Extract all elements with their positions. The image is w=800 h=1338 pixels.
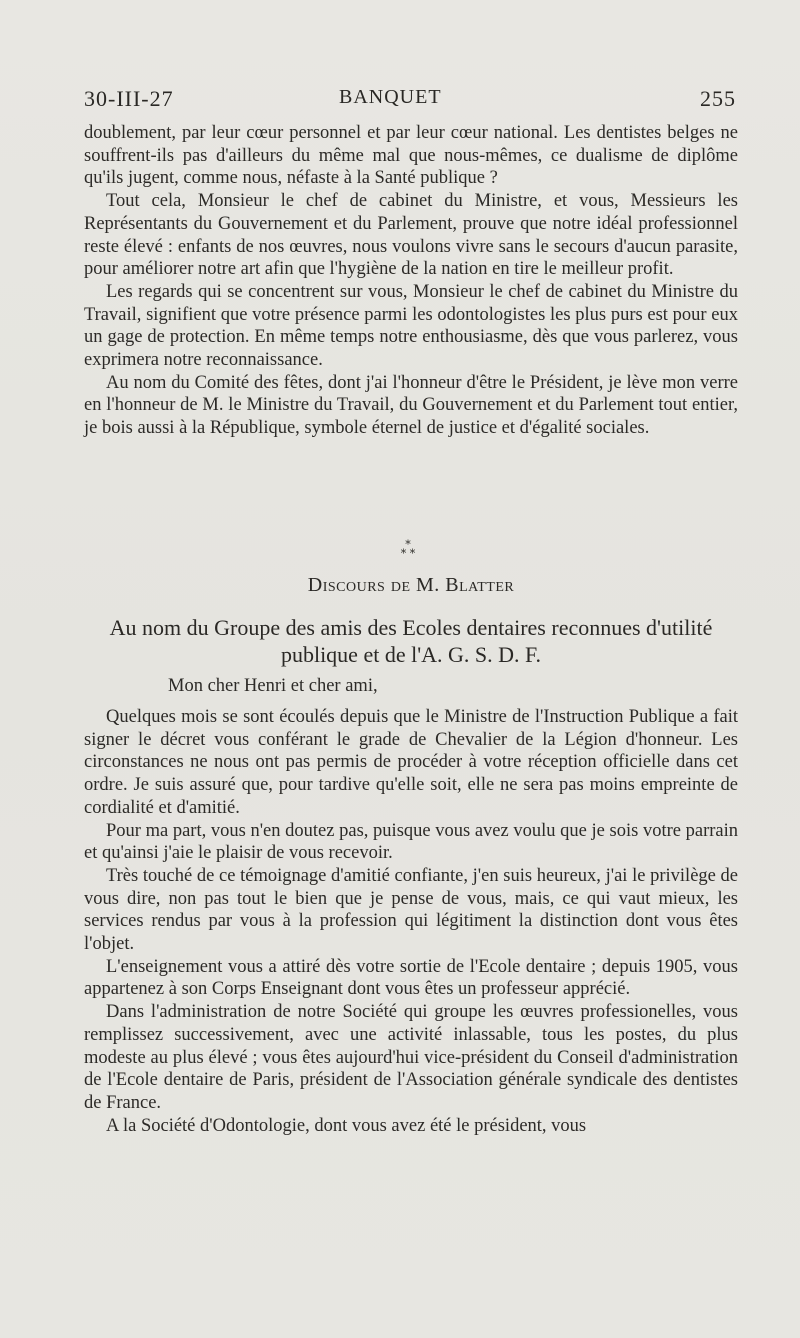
paragraph: Pour ma part, vous n'en doutez pas, puisque vous avez voulu que je sois votre parrain et qu'ainsi j'aie le plaisir de vous recevoir. xyxy=(84,820,738,864)
paragraph: Au nom du Comité des fêtes, dont j'ai l'honneur d'être le Président, je lève mon verre en l'honneur de M. le Ministre du Travail, du Gouvernement et du Parlement tout entier, je bois aussi à la République, symbole éternel de justice et d'égalité sociales. xyxy=(84,372,738,439)
asterism-ornament xyxy=(398,540,418,564)
page-number: 255 xyxy=(700,86,736,111)
paragraph: Tout cela, Monsieur le chef de cabinet du Ministre, et vous, Messieurs les Représentants du Gouvernement et du Parlement, prouve que notre idéal professionnel reste élevé : enfants de nos œuvres, nous voulons vivre sans le secours d'aucun parasite, pour améliorer notre art afin que l'hygiène de la nation en tire le meilleur profit. xyxy=(84,191,738,280)
text-block-bottom xyxy=(84,706,738,1137)
paragraph: Les regards qui se concentrent sur vous, Monsieur le chef de cabinet du Ministre du Travail, signifient que votre présence parmi les odontologistes les plus purs est pour eux un gage de protection. En même temps notre enthousiasme, dès que vous parlerez, vous exprimera notre reconnaissance. xyxy=(84,281,738,371)
section-subtitle: Au nom du Groupe des amis des Ecoles dentaires reconnues d'utilité publique et de l'A. G. S. D. F. xyxy=(109,615,713,667)
paragraph: A la Société d'Odontologie, dont vous avez été le président, vous xyxy=(106,1115,587,1136)
header-date: 30-III-27 xyxy=(84,86,174,111)
paragraph: doublement, par leur cœur personnel et par leur cœur national. Les dentistes belges ne souffrent-ils pas d'ailleurs du même mal que nous-mêmes, ce dualisme de diplôme qu'ils jugent, comme nous, néfaste à la Santé publique ? xyxy=(84,123,738,189)
section-title: Discours de M. Blatter xyxy=(307,574,515,596)
paragraph: Quelques mois se sont écoulés depuis que le Ministre de l'Instruction Publique a fait signer le décret vous conférant le grade de Chevalier de la Légion d'honneur. Les circonstances ne nous ont pas permis de procéder à votre réception officielle dans cet ordre. Je suis assuré que, pour tardive qu'elle soit, elle ne sera pas moins empreinte de cordialité et d'amitié. xyxy=(84,707,738,818)
salutation: Mon cher Henri et cher ami, xyxy=(168,676,378,696)
header-title: BANQUET xyxy=(339,86,442,108)
paragraph: Très touché de ce témoignage d'amitié confiante, j'en suis heureux, j'ai le privilège de vous dire, non pas tout le bien que je pense de vous, mais, ce qui vaut mieux, les services rendus par vous à la profession qui légitiment la distinction dont vous êtes l'objet. xyxy=(84,865,738,955)
running-header xyxy=(84,86,736,114)
paragraph: Dans l'administration de notre Société qui groupe les œuvres professionelles, vous remplissez successivement, avec une activité inlassable, tous les postes, du plus modeste au plus élevé ; vous êtes aujourd'hui vice-président du Conseil d'administration de l'Ecole dentaire de Paris, président de l'Association générale syndicale des dentistes de France. xyxy=(84,1002,738,1113)
asterism-glyph: * * * xyxy=(400,538,416,560)
paragraph: L'enseignement vous a attiré dès votre sortie de l'Ecole dentaire ; depuis 1905, vous appartenez à son Corps Enseignant dont vous êtes un professeur apprécié. xyxy=(84,956,738,1000)
text-block-top xyxy=(84,122,738,440)
